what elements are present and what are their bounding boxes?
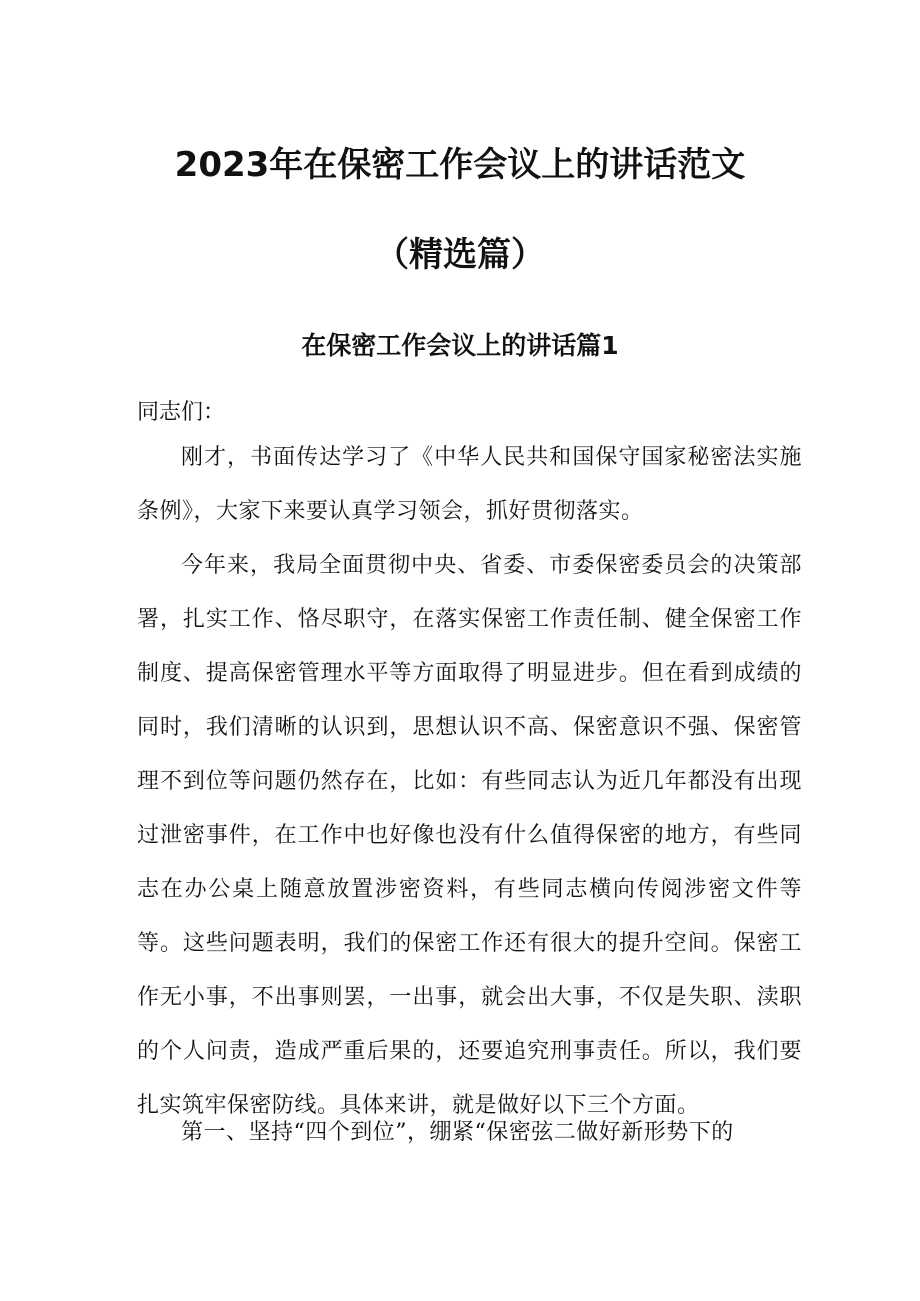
salutation: 同志们：: [137, 400, 226, 425]
paragraph-1: 刚才，书面传达学习了《中华人民共和国保守国家秘密法实施条例》，大家下来要认真学习领会，抓好贯彻落实。: [137, 445, 802, 524]
document-title: 2023年在保密工作会议上的讲话范文: [174, 145, 746, 185]
section-heading: 在保密工作会议上的讲话篇1: [301, 331, 619, 360]
document-title-qualifier: （精选篇）: [375, 235, 545, 275]
paragraph-2: 今年来，我局全面贯彻中央、省委、市委保密委员会的决策部署，扎实工作、恪尽职守，在落实保密工作责任制、健全保密工作制度、提高保密管理水平等方面取得了明显进步。但在看到成绩的同时，我们清晰的认识到，思想认识不高、保密意识不强、保密管理不到位等问题仍然存在，比如：有些同志认为近几年都没有出现过泄密事件，在工作中也好像也没有什么值得保密的地方，有些同志在办公桌上随意放置涉密资料，有些同志横向传阅涉密文件等等。这些问题表明，我们的保密工作还有很大的提升空间。保密工作无小事，不出事则罢，一出事，就会出大事，不仅是失职、渎职的个人问责，造成严重后果的，还要追究刑事责任。所以，我们要扎实筑牢保密防线。具体来讲，就是做好以下三个方面。: [137, 553, 802, 1118]
paragraph-3: 第一、坚持“四个到位”，绷紧“保密弦二做好新形势下的: [181, 1120, 734, 1145]
